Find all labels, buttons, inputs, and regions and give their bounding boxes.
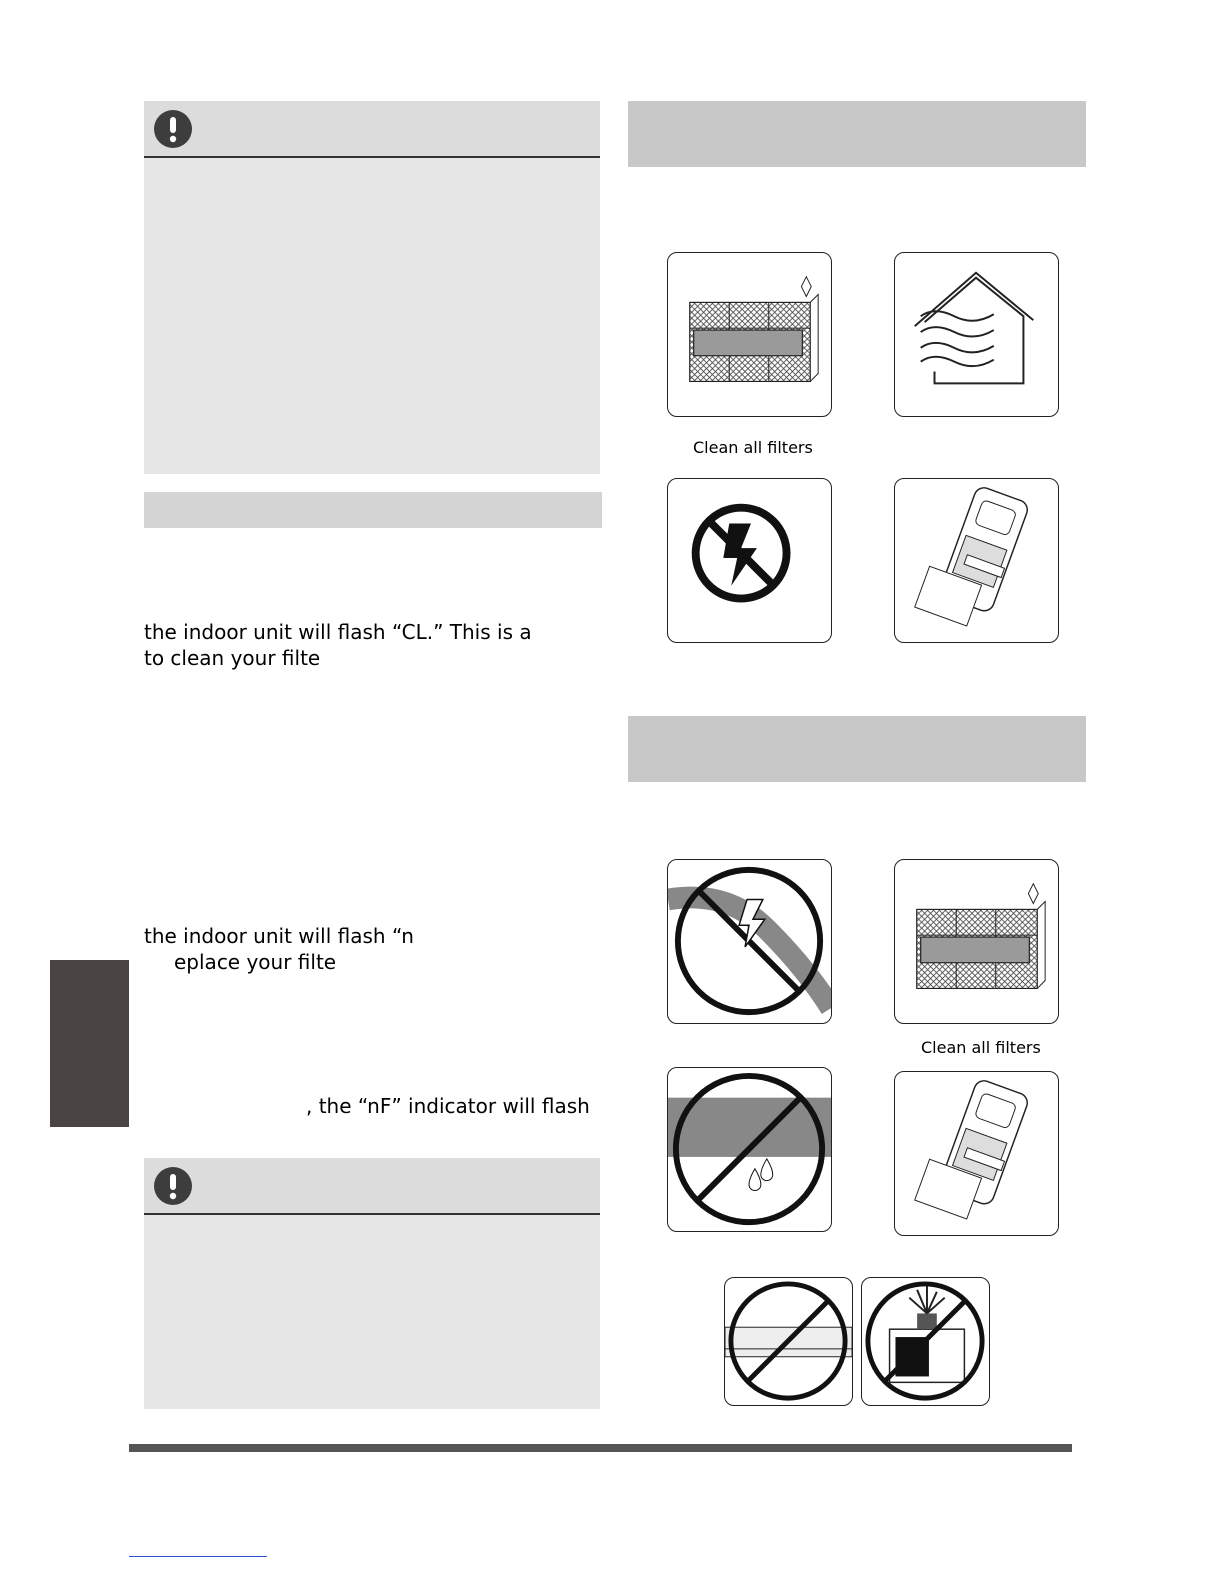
text-line-n-flash: the indoor unit will flash “n <box>144 924 414 948</box>
caption-clean-filters-1: Clean all filters <box>693 438 813 457</box>
text-line-nf-indicator: , the “nF” indicator will flash <box>306 1094 590 1118</box>
no-obstruct-outdoor-unit-illustration <box>861 1277 990 1406</box>
no-broken-cord-illustration <box>667 859 832 1024</box>
side-tab <box>50 960 129 1127</box>
notice-panel-top-header <box>144 101 600 158</box>
filter-illustration-2 <box>894 859 1059 1024</box>
text-line-cl-flash: the indoor unit will flash “CL.” This is a <box>144 620 532 644</box>
section-bar <box>144 492 602 528</box>
right-header-box-1 <box>628 101 1086 167</box>
text-line-clean-filter: to clean your filte <box>144 646 321 670</box>
right-header-box-2 <box>628 716 1086 782</box>
no-electricity-illustration <box>667 478 832 643</box>
exclamation-icon <box>153 1166 193 1206</box>
notice-panel-bottom-header <box>144 1158 600 1215</box>
notice-panel-bottom <box>144 1158 600 1409</box>
filter-illustration <box>667 252 832 417</box>
footer-link-underline[interactable] <box>129 1556 267 1557</box>
house-airflow-illustration <box>894 252 1059 417</box>
remote-battery-illustration-2 <box>894 1071 1059 1236</box>
no-water-illustration <box>667 1067 832 1232</box>
exclamation-icon <box>153 109 193 149</box>
caption-clean-filters-2: Clean all filters <box>921 1038 1041 1057</box>
text-line-replace-filter: eplace your filte <box>174 950 337 974</box>
no-cover-unit-illustration <box>724 1277 853 1406</box>
footer-rule <box>129 1444 1072 1452</box>
notice-panel-top <box>144 101 600 474</box>
remote-battery-illustration <box>894 478 1059 643</box>
